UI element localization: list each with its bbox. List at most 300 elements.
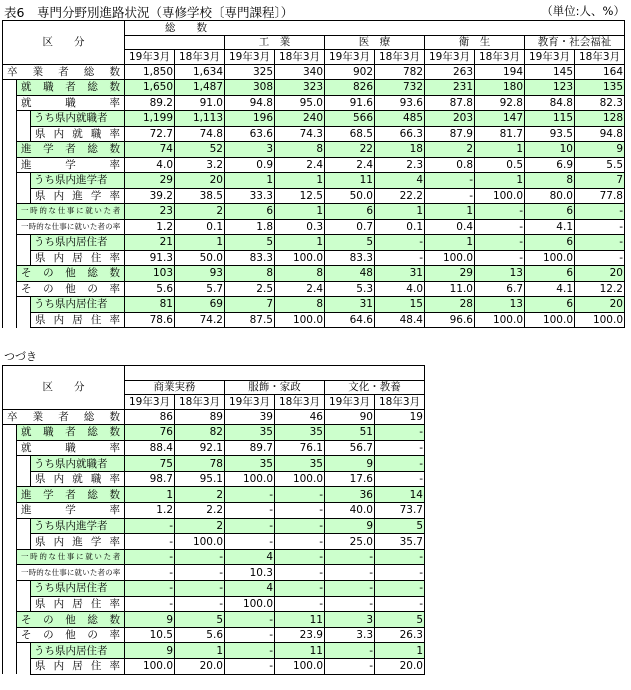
value-cell: 77.8 [575, 188, 625, 204]
value-cell: 5.6 [125, 281, 175, 297]
indent-cell [17, 126, 31, 142]
corner-label: 区 分 [3, 366, 125, 410]
indent-cell [3, 219, 17, 235]
value-cell: 39 [225, 409, 275, 425]
value-cell: 31 [375, 266, 425, 282]
value-cell: 15 [375, 297, 425, 313]
value-cell: 0.7 [325, 219, 375, 235]
value-cell: - [275, 596, 325, 612]
value-cell: 25.0 [325, 534, 375, 550]
value-cell: - [225, 643, 275, 659]
row-label: うち県内就職者 [31, 456, 125, 472]
value-cell: - [225, 503, 275, 519]
table-row [3, 219, 625, 235]
value-cell: 29 [125, 173, 175, 189]
value-cell: 66.3 [375, 126, 425, 142]
value-cell: 83.3 [225, 250, 275, 266]
value-cell: 100.0 [275, 659, 325, 675]
value-cell: 3.2 [175, 157, 225, 173]
value-cell: 4.0 [375, 281, 425, 297]
value-cell: 0.1 [175, 219, 225, 235]
value-cell: 8 [225, 266, 275, 282]
value-cell: - [325, 659, 375, 675]
group-header: 文化・教養 [325, 380, 425, 395]
value-cell: 180 [475, 80, 525, 96]
value-cell: 4 [225, 549, 275, 565]
row-label: 一時的な仕事に就いた者 [17, 204, 125, 220]
indent-cell [3, 281, 17, 297]
indent-cell [3, 250, 17, 266]
value-cell: 23 [125, 204, 175, 220]
value-cell: 39.2 [125, 188, 175, 204]
value-cell: - [225, 612, 275, 628]
value-cell: 46 [275, 409, 325, 425]
indent-cell [17, 534, 31, 550]
table-row [3, 111, 625, 127]
value-cell: - [275, 565, 325, 581]
value-cell: 92.8 [475, 95, 525, 111]
table-row [3, 596, 425, 612]
value-cell: 83.3 [325, 250, 375, 266]
value-cell: 147 [475, 111, 525, 127]
value-cell: 100.0 [275, 312, 325, 328]
year-header: 19年3月 [225, 50, 275, 65]
year-header: 19年3月 [325, 395, 375, 410]
value-cell: 20 [175, 173, 225, 189]
value-cell: 81.7 [475, 126, 525, 142]
value-cell: 123 [525, 80, 575, 96]
value-cell: - [375, 456, 425, 472]
value-cell: - [475, 204, 525, 220]
table-row [3, 95, 625, 111]
indent-cell [3, 312, 17, 328]
value-cell: 50.0 [175, 250, 225, 266]
table-row [3, 534, 425, 550]
value-cell: 100.0 [225, 471, 275, 487]
value-cell: 902 [325, 64, 375, 80]
value-cell: 81 [125, 297, 175, 313]
value-cell: 196 [225, 111, 275, 127]
value-cell: 9 [125, 612, 175, 628]
row-label: 一時的な仕事に就いた者 [17, 549, 125, 565]
indent-cell [3, 659, 17, 675]
indent-cell [3, 456, 17, 472]
value-cell: 76 [125, 425, 175, 441]
value-cell: 90 [325, 409, 375, 425]
value-cell: 3 [225, 142, 275, 158]
value-cell: 6 [525, 266, 575, 282]
indent-cell [3, 204, 17, 220]
table-row [3, 471, 425, 487]
value-cell: 9 [125, 643, 175, 659]
value-cell: 6 [525, 204, 575, 220]
value-cell: 5 [175, 612, 225, 628]
value-cell: - [225, 518, 275, 534]
value-cell: 94.8 [575, 126, 625, 142]
table-row [3, 518, 425, 534]
value-cell: - [275, 518, 325, 534]
value-cell: 5 [375, 612, 425, 628]
year-header: 19年3月 [425, 50, 475, 65]
value-cell: 20 [575, 266, 625, 282]
value-cell: 2 [425, 142, 475, 158]
value-cell: 63.6 [225, 126, 275, 142]
value-cell: 6.9 [525, 157, 575, 173]
value-cell: - [475, 235, 525, 251]
value-cell: - [175, 596, 225, 612]
indent-cell [3, 126, 17, 142]
value-cell: - [125, 534, 175, 550]
group-header: 服飾・家政 [225, 380, 325, 395]
year-header: 19年3月 [225, 395, 275, 410]
indent-cell [3, 596, 17, 612]
value-cell: 4 [375, 173, 425, 189]
value-cell: 52 [175, 142, 225, 158]
indent-cell [3, 235, 17, 251]
value-cell: 69 [175, 297, 225, 313]
year-header: 18年3月 [575, 50, 625, 65]
value-cell: 22 [325, 142, 375, 158]
table-row [3, 173, 625, 189]
table-row [3, 266, 625, 282]
value-cell: - [125, 596, 175, 612]
value-cell: - [375, 440, 425, 456]
value-cell: 82 [175, 425, 225, 441]
value-cell: 3.3 [325, 627, 375, 643]
value-cell: 145 [525, 64, 575, 80]
indent-cell [17, 518, 31, 534]
value-cell: 21 [125, 235, 175, 251]
value-cell: - [375, 235, 425, 251]
value-cell: - [375, 565, 425, 581]
value-cell: 1.8 [225, 219, 275, 235]
table-row [3, 456, 425, 472]
value-cell: 9 [575, 142, 625, 158]
value-cell: 89 [175, 409, 225, 425]
row-label: 卒 業 者 総 数 [3, 409, 125, 425]
value-cell: - [375, 581, 425, 597]
table-row [3, 312, 625, 328]
value-cell: 14 [375, 487, 425, 503]
year-header: 18年3月 [175, 50, 225, 65]
year-header: 19年3月 [325, 50, 375, 65]
value-cell: - [275, 503, 325, 519]
group-header: 総 数 [125, 21, 625, 36]
value-cell: - [375, 250, 425, 266]
value-cell: - [175, 581, 225, 597]
value-cell: 1 [475, 142, 525, 158]
value-cell: 76.1 [275, 440, 325, 456]
row-label: 県 内 進 学 率 [31, 188, 125, 204]
value-cell: 100.0 [525, 312, 575, 328]
value-cell: 31 [325, 297, 375, 313]
value-cell: 100.0 [425, 250, 475, 266]
value-cell: 2.4 [275, 281, 325, 297]
row-label: うち県内居住者 [31, 643, 125, 659]
table-row [3, 643, 425, 659]
value-cell: 100.0 [275, 250, 325, 266]
value-cell: - [125, 565, 175, 581]
value-cell: 35 [225, 456, 275, 472]
value-cell: 203 [425, 111, 475, 127]
value-cell: 1 [125, 487, 175, 503]
group-header: 商業実務 [125, 380, 225, 395]
value-cell: 74.8 [175, 126, 225, 142]
value-cell: 94.8 [225, 95, 275, 111]
year-header: 18年3月 [375, 50, 425, 65]
value-cell: 13 [475, 297, 525, 313]
row-label: 県 内 居 住 率 [31, 596, 125, 612]
value-cell: - [175, 549, 225, 565]
value-cell: 17.6 [325, 471, 375, 487]
value-cell: - [475, 219, 525, 235]
value-cell: 89.2 [125, 95, 175, 111]
year-header: 19年3月 [125, 50, 175, 65]
year-header: 19年3月 [525, 50, 575, 65]
value-cell: - [325, 565, 375, 581]
row-label: 就 職 者 総 数 [17, 425, 125, 441]
value-cell: 194 [475, 64, 525, 80]
value-cell: - [225, 659, 275, 675]
value-cell: 103 [125, 266, 175, 282]
value-cell: 6 [525, 297, 575, 313]
indent-cell [3, 612, 17, 628]
indent-cell [3, 173, 17, 189]
value-cell: - [225, 534, 275, 550]
value-cell: - [425, 173, 475, 189]
value-cell: 80.0 [525, 188, 575, 204]
value-cell: 96.6 [425, 312, 475, 328]
group-header: 衛 生 [425, 35, 525, 50]
value-cell: 6 [325, 204, 375, 220]
value-cell: - [325, 581, 375, 597]
value-cell: 91.3 [125, 250, 175, 266]
value-cell: 35 [275, 456, 325, 472]
value-cell: 93 [175, 266, 225, 282]
value-cell: 6.7 [475, 281, 525, 297]
value-cell: - [275, 581, 325, 597]
table-row [3, 142, 625, 158]
indent-cell [17, 596, 31, 612]
table-row [3, 612, 425, 628]
row-label: うち県内居住者 [31, 581, 125, 597]
table-continued [2, 365, 425, 675]
row-label: うち県内進学者 [31, 518, 125, 534]
row-label: うち県内居住者 [31, 297, 125, 313]
indent-cell [3, 95, 17, 111]
value-cell: 10.3 [225, 565, 275, 581]
value-cell: 2.4 [275, 157, 325, 173]
indent-cell [17, 250, 31, 266]
value-cell: 86 [125, 409, 175, 425]
indent-cell [3, 188, 17, 204]
value-cell: 128 [575, 111, 625, 127]
group-header: 教育・社会福祉 [525, 35, 625, 50]
value-cell: 10 [525, 142, 575, 158]
value-cell: 87.9 [425, 126, 475, 142]
table-row [3, 425, 425, 441]
indent-cell [3, 471, 17, 487]
value-cell: 0.1 [375, 219, 425, 235]
value-cell: 135 [575, 80, 625, 96]
value-cell: 2.5 [225, 281, 275, 297]
value-cell: 0.8 [425, 157, 475, 173]
value-cell: 35 [275, 425, 325, 441]
value-cell: 12.5 [275, 188, 325, 204]
row-label: 県 内 進 学 率 [31, 534, 125, 550]
value-cell: 1 [275, 204, 325, 220]
value-cell: 91.0 [175, 95, 225, 111]
value-cell: 1 [275, 235, 325, 251]
value-cell: 100.0 [475, 312, 525, 328]
value-cell: 48 [325, 266, 375, 282]
table-row [3, 126, 625, 142]
row-label: 就 職 率 [17, 440, 125, 456]
value-cell: - [325, 596, 375, 612]
value-cell: - [575, 235, 625, 251]
indent-cell [3, 440, 17, 456]
indent-cell [3, 142, 17, 158]
value-cell: 1,650 [125, 80, 175, 96]
value-cell: 72.7 [125, 126, 175, 142]
indent-cell [3, 425, 17, 441]
value-cell: - [225, 487, 275, 503]
value-cell: 12.2 [575, 281, 625, 297]
value-cell: 56.7 [325, 440, 375, 456]
value-cell: 1 [175, 235, 225, 251]
row-label: 進 学 率 [17, 157, 125, 173]
value-cell: 732 [375, 80, 425, 96]
table-row [3, 188, 625, 204]
value-cell: 4.1 [525, 219, 575, 235]
table-row [3, 64, 625, 80]
row-label: 就 職 者 総 数 [17, 80, 125, 96]
value-cell: 5.7 [175, 281, 225, 297]
table-row [3, 581, 425, 597]
value-cell: 100.0 [575, 312, 625, 328]
value-cell: 50.0 [325, 188, 375, 204]
value-cell: 74 [125, 142, 175, 158]
value-cell: 82.3 [575, 95, 625, 111]
value-cell: 485 [375, 111, 425, 127]
indent-cell [17, 312, 31, 328]
value-cell: 1 [375, 643, 425, 659]
row-label: 進 学 者 総 数 [17, 487, 125, 503]
value-cell: 1 [425, 235, 475, 251]
row-label: 進 学 率 [17, 503, 125, 519]
row-label: そ の 他 の 率 [17, 281, 125, 297]
row-label: 一時的な仕事に就いた者の率 [17, 565, 125, 581]
value-cell: 1,113 [175, 111, 225, 127]
table-row [3, 627, 425, 643]
row-label: 県 内 居 住 率 [31, 250, 125, 266]
value-cell: 10.5 [125, 627, 175, 643]
value-cell: 115 [525, 111, 575, 127]
row-label: 県 内 居 住 率 [31, 659, 125, 675]
value-cell: 0.5 [475, 157, 525, 173]
value-cell: 93.5 [525, 126, 575, 142]
value-cell: 5 [225, 235, 275, 251]
value-cell: 6 [225, 204, 275, 220]
value-cell: - [275, 487, 325, 503]
value-cell: 164 [575, 64, 625, 80]
value-cell: 100.0 [525, 250, 575, 266]
value-cell: 2.2 [175, 503, 225, 519]
indent-cell [17, 471, 31, 487]
value-cell: - [475, 250, 525, 266]
value-cell: - [375, 471, 425, 487]
value-cell: 35.7 [375, 534, 425, 550]
indent-cell [3, 297, 17, 313]
value-cell: - [325, 643, 375, 659]
value-cell: 1 [175, 643, 225, 659]
value-cell: 782 [375, 64, 425, 80]
value-cell: 51 [325, 425, 375, 441]
row-label: 就 職 率 [17, 95, 125, 111]
value-cell: 100.0 [125, 659, 175, 675]
row-label: 県 内 就 職 率 [31, 471, 125, 487]
table-row [3, 440, 425, 456]
row-label: うち県内進学者 [31, 173, 125, 189]
value-cell: 19 [375, 409, 425, 425]
value-cell: - [125, 581, 175, 597]
value-cell: 100.0 [175, 534, 225, 550]
value-cell: 263 [425, 64, 475, 80]
value-cell: 9 [325, 518, 375, 534]
value-cell: 11.0 [425, 281, 475, 297]
value-cell: - [275, 534, 325, 550]
value-cell: 1.2 [125, 503, 175, 519]
row-label: 卒 業 者 総 数 [3, 64, 125, 80]
indent-cell [17, 111, 31, 127]
value-cell: 5.3 [325, 281, 375, 297]
value-cell: 13 [475, 266, 525, 282]
value-cell: 1.2 [125, 219, 175, 235]
value-cell: 1,487 [175, 80, 225, 96]
value-cell: 2.4 [325, 157, 375, 173]
value-cell: 100.0 [475, 188, 525, 204]
value-cell: 5 [375, 518, 425, 534]
value-cell: 2.3 [375, 157, 425, 173]
value-cell: - [125, 549, 175, 565]
value-cell: 6 [525, 235, 575, 251]
value-cell: 78.6 [125, 312, 175, 328]
value-cell: 1,850 [125, 64, 175, 80]
value-cell: - [375, 549, 425, 565]
value-cell: 26.3 [375, 627, 425, 643]
table-row [3, 549, 425, 565]
value-cell: 22.2 [375, 188, 425, 204]
value-cell: 35 [225, 425, 275, 441]
value-cell: 5.6 [175, 627, 225, 643]
value-cell: - [375, 596, 425, 612]
value-cell: 2 [175, 204, 225, 220]
indent-cell [17, 456, 31, 472]
value-cell: 11 [275, 643, 325, 659]
value-cell: 95.0 [275, 95, 325, 111]
value-cell: 1,199 [125, 111, 175, 127]
indent-cell [3, 157, 17, 173]
value-cell: 1 [425, 204, 475, 220]
value-cell: 40.0 [325, 503, 375, 519]
value-cell: 18 [375, 142, 425, 158]
indent-cell [3, 487, 17, 503]
table-row [3, 487, 425, 503]
row-label: そ の 他 総 数 [17, 266, 125, 282]
value-cell: 2 [175, 518, 225, 534]
year-header: 18年3月 [275, 395, 325, 410]
value-cell: 5.5 [575, 157, 625, 173]
